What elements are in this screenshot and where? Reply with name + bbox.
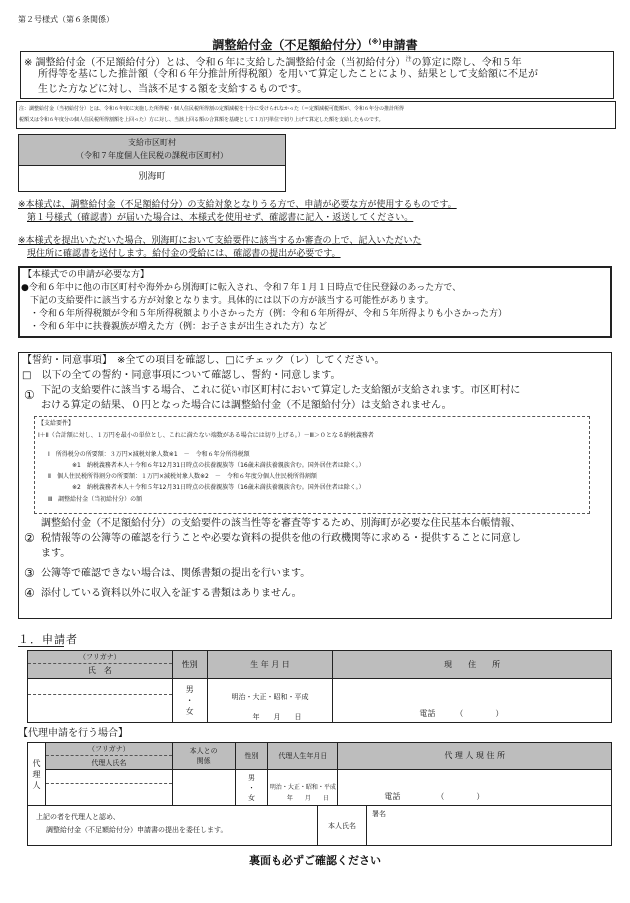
proxy-name-field[interactable]	[45, 784, 172, 806]
notice-2-line-1: ※本様式を提出いただいた場合、別海町において支給要件に該当するか審査の上で、記入いただいた	[18, 236, 422, 246]
definition-line-1-text: ※ 調整給付金（不足額給付分）とは、令和６年に支給した調整給付金（当初給付分）	[24, 57, 406, 69]
eligibility-line-1: ●令和６年中に他の市区町村や海外から別海町に転入され、令和７年１月１日時点で住民登録のあった方で、	[21, 283, 462, 293]
definition-note-mark: 注	[405, 56, 412, 63]
title-main: 調整給付金（不足額給付分）	[212, 38, 369, 52]
proxy-furigana-header: （フリガナ）	[45, 743, 172, 756]
form-number: 第２号様式（第６条関係）	[18, 15, 114, 24]
proxy-side-label: 代 理 人	[28, 743, 46, 806]
proxy-era-options: 明治・大正・昭和・平成	[269, 784, 336, 791]
title-suffix: 申請書	[381, 38, 418, 52]
item-4-text: 添付している資料以外に収入を証する書類はありません。	[41, 588, 302, 599]
delegation-line-1: 上記の者を代理人と認め、	[36, 813, 120, 821]
eligibility-title: 【本様式での申請が必要な方】	[23, 270, 150, 280]
proxy-birthdate-field[interactable]	[268, 770, 338, 806]
title-mark: (※)	[368, 38, 382, 46]
applicant-ymd: 年 月 日	[252, 713, 302, 721]
proxy-phone-label: 電話 （ ）	[384, 792, 485, 801]
consent-checkbox[interactable]: □	[22, 370, 32, 381]
proxy-furigana-field[interactable]	[45, 770, 172, 784]
item-1-line-1: 下記の支給要件に該当する場合、これに従い市区町村において算定した支給額が支給されます。市区町村に	[41, 385, 521, 396]
eligibility-line-2: 下記の支給要件に該当する方が対象となります。具体的には以下の方が該当する可能性があります。	[30, 296, 434, 306]
notice-1-line-2: 第１号様式（確認書）が届いた場合は、本様式を使用せず、確認書に記入・返送してください。	[27, 213, 414, 223]
applicant-section-underline	[18, 646, 64, 647]
proxy-address-header: 代 理 人 現 住 所	[338, 743, 612, 770]
consent-checkbox-row[interactable]	[22, 369, 340, 383]
notice-2-line-2: 現住所に確認書を送付します。給付金の受給には、確認書の提出が必要です。	[27, 249, 341, 259]
principal-name-label: 本人氏名	[328, 822, 356, 830]
requirements-formula: Ⅰ＋Ⅱ（合計額に対し、１万円を最小の単位とし、これに満たない端数がある場合には切り上げる。）－Ⅲ＞０となる納税義務者	[38, 432, 374, 439]
consent-heading-note: ※全ての項目を確認し、□にチェック（レ）してください。	[117, 355, 385, 366]
applicant-era-options: 明治・大正・昭和・平成	[231, 693, 309, 701]
signature-label: 署名	[372, 810, 386, 818]
proxy-address-field[interactable]	[338, 770, 612, 806]
proxy-section-title: 【代理申請を行う場合】	[18, 728, 128, 739]
consent-heading-text: 【誓約・同意事項】	[22, 355, 107, 366]
applicant-furigana-header: （フリガナ）	[28, 651, 173, 664]
proxy-ymd: 年 月 日	[286, 795, 329, 802]
proxy-relation-header: 本人との 関係	[172, 743, 235, 770]
applicant-table	[27, 650, 612, 723]
principal-signature-field[interactable]	[367, 806, 611, 845]
item-2-line-3: ます。	[41, 548, 71, 559]
municipality-value: 別海町	[138, 172, 166, 182]
definition-line-1-tail: の算定に際し、令和５年	[411, 57, 522, 69]
applicant-birthdate-field[interactable]	[207, 679, 333, 723]
item-2-number: ②	[24, 531, 35, 545]
municipality-header-line-1: 支給市区町村	[128, 138, 176, 147]
applicant-phone-label: 電話 （ ）	[419, 709, 504, 718]
definition-line-2: 所得等を基にした推計額（令和６年分推計所得税額）を用いて算定したことにより、結果として支給額に不足が	[38, 69, 538, 80]
requirements-title: 【支給要件】	[38, 420, 75, 427]
applicant-address-header: 現 住 所	[333, 651, 612, 679]
proxy-name-header: 代理人氏名	[45, 756, 172, 770]
item-3-number: ③	[24, 566, 35, 580]
proxy-table	[27, 742, 612, 806]
item-2-line-2: 税情報等の公簿等の確認を行うことや必要な資料の提供を他の行政機関等に求める・提供することに同意し	[41, 533, 521, 544]
applicant-gender-header: 性別	[172, 651, 207, 679]
applicant-address-field[interactable]	[333, 679, 612, 723]
item-1-number: ①	[24, 388, 35, 402]
applicant-section-title: １．申請者	[18, 633, 78, 646]
item-2-line-1: 調整給付金（不足額給付分）の支給要件の該当性等を審査等するため、別海町が必要な住民基本台帳情報、	[41, 518, 521, 529]
proxy-relation-field[interactable]	[172, 770, 235, 806]
applicant-furigana-field[interactable]	[28, 679, 173, 695]
consent-heading	[22, 354, 385, 368]
definition-line-3: 生じた方などに対し、当該不足する額を支給するものです。	[38, 84, 308, 95]
requirement-III: Ⅲ 調整給付金（当初給付分）の額	[48, 496, 143, 503]
eligibility-line-4: ・令和６年中に扶養親族が増えた方（例：お子さまが出生された方）など	[30, 322, 328, 332]
item-3-text: 公簿等で確認できない場合は、関係書類の提出を行います。	[41, 568, 311, 579]
consent-check-label: 以下の全ての誓約・同意事項について確認し、誓約・同意します。	[41, 370, 341, 381]
proxy-gender-header: 性別	[235, 743, 268, 770]
item-1-line-2: おける算定の結果、０円となった場合には調整給付金（不足額給付分）は支給されません。	[41, 400, 452, 411]
applicant-gender-field[interactable]: 男 ・ 女	[172, 679, 207, 723]
delegation-line-2: 調整給付金（不足額給付分）申請書の提出を委任します。	[46, 826, 228, 834]
requirement-I: Ⅰ 所得税分の所要額：３万円×減税対象人数※1 － 令和６年分所得税額	[48, 451, 250, 458]
notice-1-line-1: ※本様式は、調整給付金（不足額給付分）の支給対象となりうる方で、申請が必要な方が使用するものです。	[18, 200, 457, 210]
item-4-number: ④	[24, 586, 35, 600]
applicant-name-field[interactable]	[28, 695, 173, 723]
municipality-header-line-2: （令和７年度個人住民税の課税市区町村）	[76, 151, 228, 160]
requirement-II: Ⅱ 個人住民税所得割分の所要額：１万円×減税対象人数※2 － 令和６年度分個人住民税所得割額	[48, 473, 317, 480]
requirement-II-note: ※2 納税義務者本人＋令和５年12月31日時点の扶養親族等（16歳未満扶養親族含む。国外居住者は除く。）	[72, 484, 365, 491]
proxy-gender-field[interactable]: 男 ・ 女	[235, 770, 268, 806]
proxy-birthdate-header: 代理人生年月日	[268, 743, 338, 770]
footnote-line-1: 注：調整給付金（当初給付分）とは、令和６年度に実施した所得税・個人住民税所得割の定額減税を十分に受けられなかった（＝定額減税可能額が、令和６年分の推計所得	[19, 106, 405, 112]
applicant-birthdate-header: 生 年 月 日	[207, 651, 333, 679]
requirement-I-note: ※1 納税義務者本人＋令和６年12月31日時点の扶養親族等（16歳未満扶養親族含む。国外居住者は除く。）	[72, 462, 365, 469]
eligibility-line-3: ・令和６年所得税額が令和５年所得税額より小さかった方（例：令和６年所得が、令和５年所得よりも小さかった方）	[30, 309, 508, 319]
footer-reminder: 裏面も必ずご確認ください	[249, 854, 381, 867]
footnote-line-2: 税額又は令和６年度分の個人住民税所得割額を上回った）方に対し、当該上回る額の合算額を基礎として１万円単位で切り上げて算定した額を支給したものです。	[19, 117, 384, 123]
applicant-name-header: 氏 名	[28, 664, 173, 679]
